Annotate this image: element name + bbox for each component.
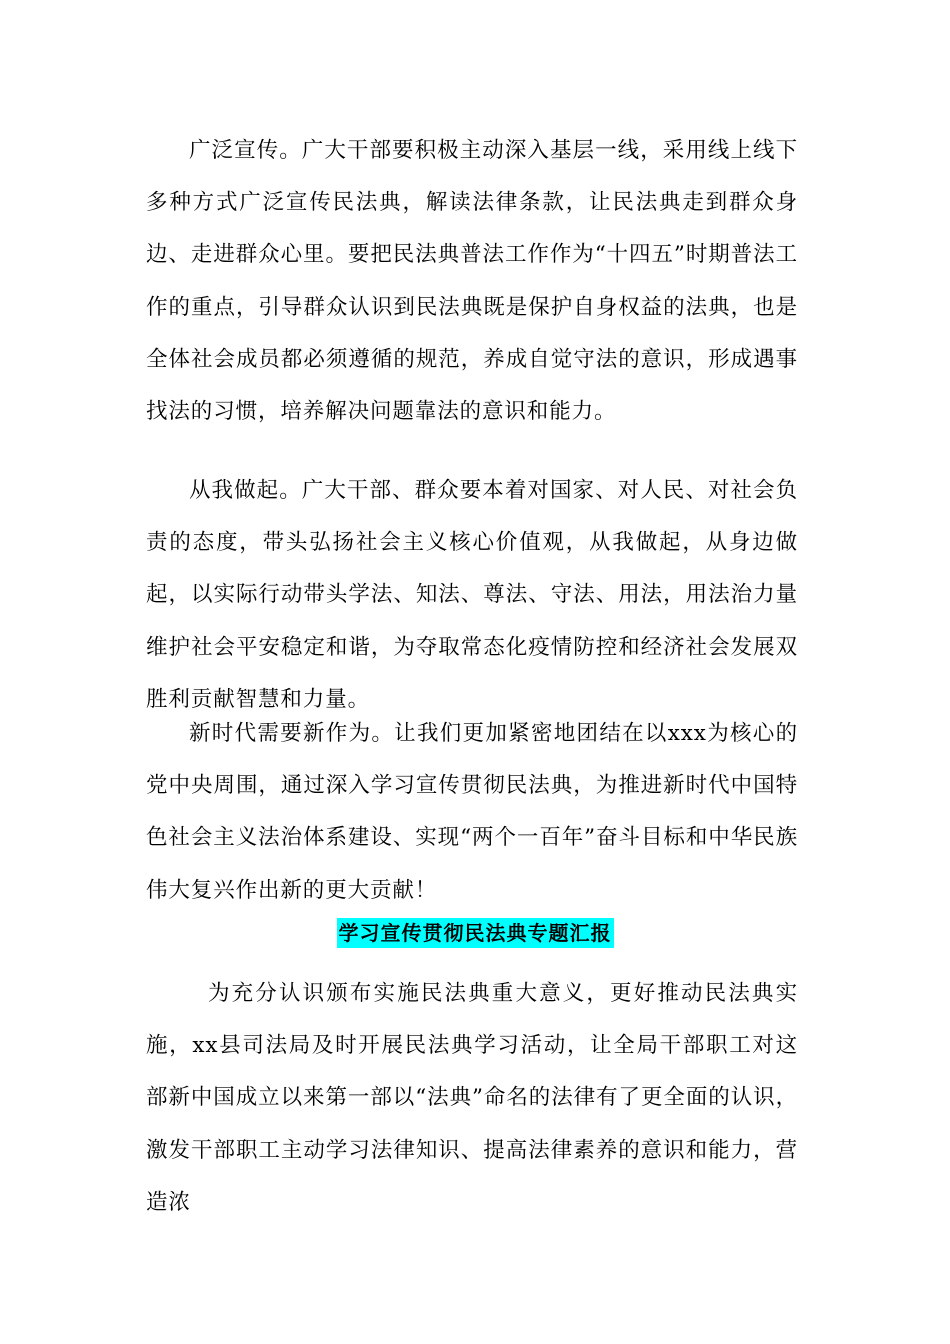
paragraph-wide-publicity: 广泛宣传。广大干部要积极主动深入基层一线，采用线上线下多种方式广泛宣传民法典，解读法律条款，让民法典走到群众身边、走进群众心里。要把民法典普法工作作为“十四五”时期普法工作的重点，引导群众认识到民法典既是保护自身权益的法典，也是全体社会成员都必须遵循的规范，养成自觉守法的意识，形成遇事找法的习惯，培养解决问题靠法的意识和能力。 (146, 138, 798, 425)
paragraph-report-intro: 为充分认识颁布实施民法典重大意义，更好推动民法典实施，xx县司法局及时开展民法典学习活动，让全局干部职工对这部新中国成立以来第一部以“法典”命名的法律有了更全面的认识，激发干部职工主动学习法律知识、提高法律素养的意识和能力，营造浓 (146, 981, 798, 1215)
section-heading: 学习宣传贯彻民法典专题汇报 (337, 918, 614, 948)
paragraph-new-era: 新时代需要新作为。让我们更加紧密地团结在以xxx为核心的党中央周围，通过深入学习宣传贯彻民法典，为推进新时代中国特色社会主义法治体系建设、实现“两个一百年”奋斗目标和中华民族伟大复兴作出新的更大贡献！ (146, 721, 798, 903)
paragraph-start-from-me: 从我做起。广大干部、群众要本着对国家、对人民、对社会负责的态度，带头弘扬社会主义核心价值观，从我做起，从身边做起，以实际行动带头学法、知法、尊法、守法、用法，用法治力量维护社会平安稳定和谐，为夺取常态化疫情防控和经济社会发展双胜利贡献智慧和力量。 (146, 478, 798, 712)
section-heading-row (0, 918, 950, 948)
